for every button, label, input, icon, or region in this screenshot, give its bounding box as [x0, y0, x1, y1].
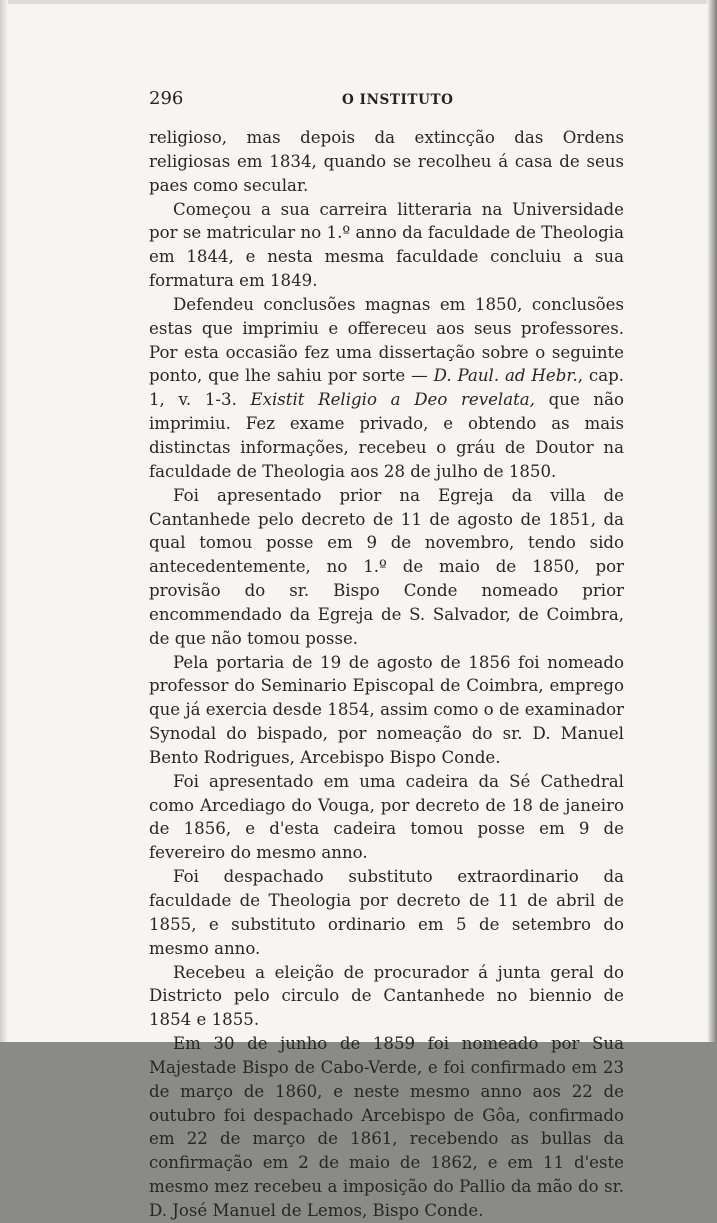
page-gutter-shadow	[0, 0, 8, 1042]
paragraph: Foi despachado substituto extraordinario da faculdade de Theologia por decreto de 11 de abril de 1855, e substituto ordinario em 5 de setembro do mesmo anno.	[149, 867, 624, 958]
paragraph	[149, 293, 624, 484]
running-title: O INSTITUTO	[342, 92, 454, 108]
paragraph: Recebeu a eleição de procurador á junta geral do Districto pelo circulo de Cantanhede no biennio de 1854 e 1855.	[149, 962, 624, 1030]
paragraph: Foi apresentado prior na Egreja da villa de Cantanhede pelo decreto de 11 de agosto de 1851, da qual tomou posse em 9 de novembro, tendo sido antecedentemente, no 1.º de maio de 1850, por provisão do sr. Bispo Conde nomeado prior encommendado da Egreja de S. Salvador, de Coimbra, de que não tomou posse.	[149, 485, 624, 648]
page-right-edge	[707, 0, 717, 1042]
paragraph-text: Defendeu conclusões magnas em 1850, conclusões estas que imprimiu e offereceu aos seus professores. Por esta occasião fez uma dissertação sobre o seguinte ponto, que lhe sahiu por sorte —	[149, 294, 624, 386]
paragraph-text: que não imprimiu. Fez exame privado, e obtendo as mais distinctas informações, recebeu o gráu de Doutor na faculdade de Theologia aos 28 de julho de 1850.	[149, 390, 624, 481]
latin-thesis-italic: Existit Religio a Deo revelata,	[250, 390, 535, 410]
body-text	[149, 126, 624, 1223]
paragraph: religioso, mas depois da extincção das Ordens religiosas em 1834, quando se recolheu á casa de seus paes como secular.	[149, 128, 624, 195]
paragraph: Em 30 de junho de 1859 foi nomeado por Sua Majestade Bispo de Cabo-Verde, e foi confirmado em 23 de março de 1860, e neste mesmo anno aos 22 de outubro foi despachado Arcebispo de Gôa, confirmado em 22 de março de 1861, recebendo as bullas da confirmação em 2 de maio de 1862, e em 11 d'este mesmo mez recebeu a imposição do Pallio da mão do sr. D. José Manuel de Lemos, Bispo Conde.	[149, 1034, 624, 1220]
citation-italic: D. Paul. ad Hebr.	[433, 366, 578, 386]
paragraph-text: , cap. 1, v. 1-3.	[149, 366, 624, 410]
page-top-edge	[0, 0, 717, 4]
paragraph: Foi apresentado em uma cadeira da Sé Cathedral como Arcediago do Vouga, por decreto de 18 de janeiro de 1856, e d'esta cadeira tomou posse em 9 de fevereiro do mesmo anno.	[149, 771, 624, 863]
paragraph: Começou a sua carreira litteraria na Universidade por se matricular no 1.º anno da faculdade de Theologia em 1844, e nesta mesma faculdade concluiu a sua formatura em 1849.	[149, 199, 624, 291]
running-header	[149, 88, 624, 114]
paragraph: Pela portaria de 19 de agosto de 1856 foi nomeado professor do Seminario Episcopal de Coimbra, emprego que já exercia desde 1854, assim como o de examinador Synodal do bispado, por nomeação do sr. D. Manuel Bento Rodrigues, Arcebispo Bispo Conde.	[149, 652, 624, 767]
page-number: 296	[149, 88, 184, 109]
